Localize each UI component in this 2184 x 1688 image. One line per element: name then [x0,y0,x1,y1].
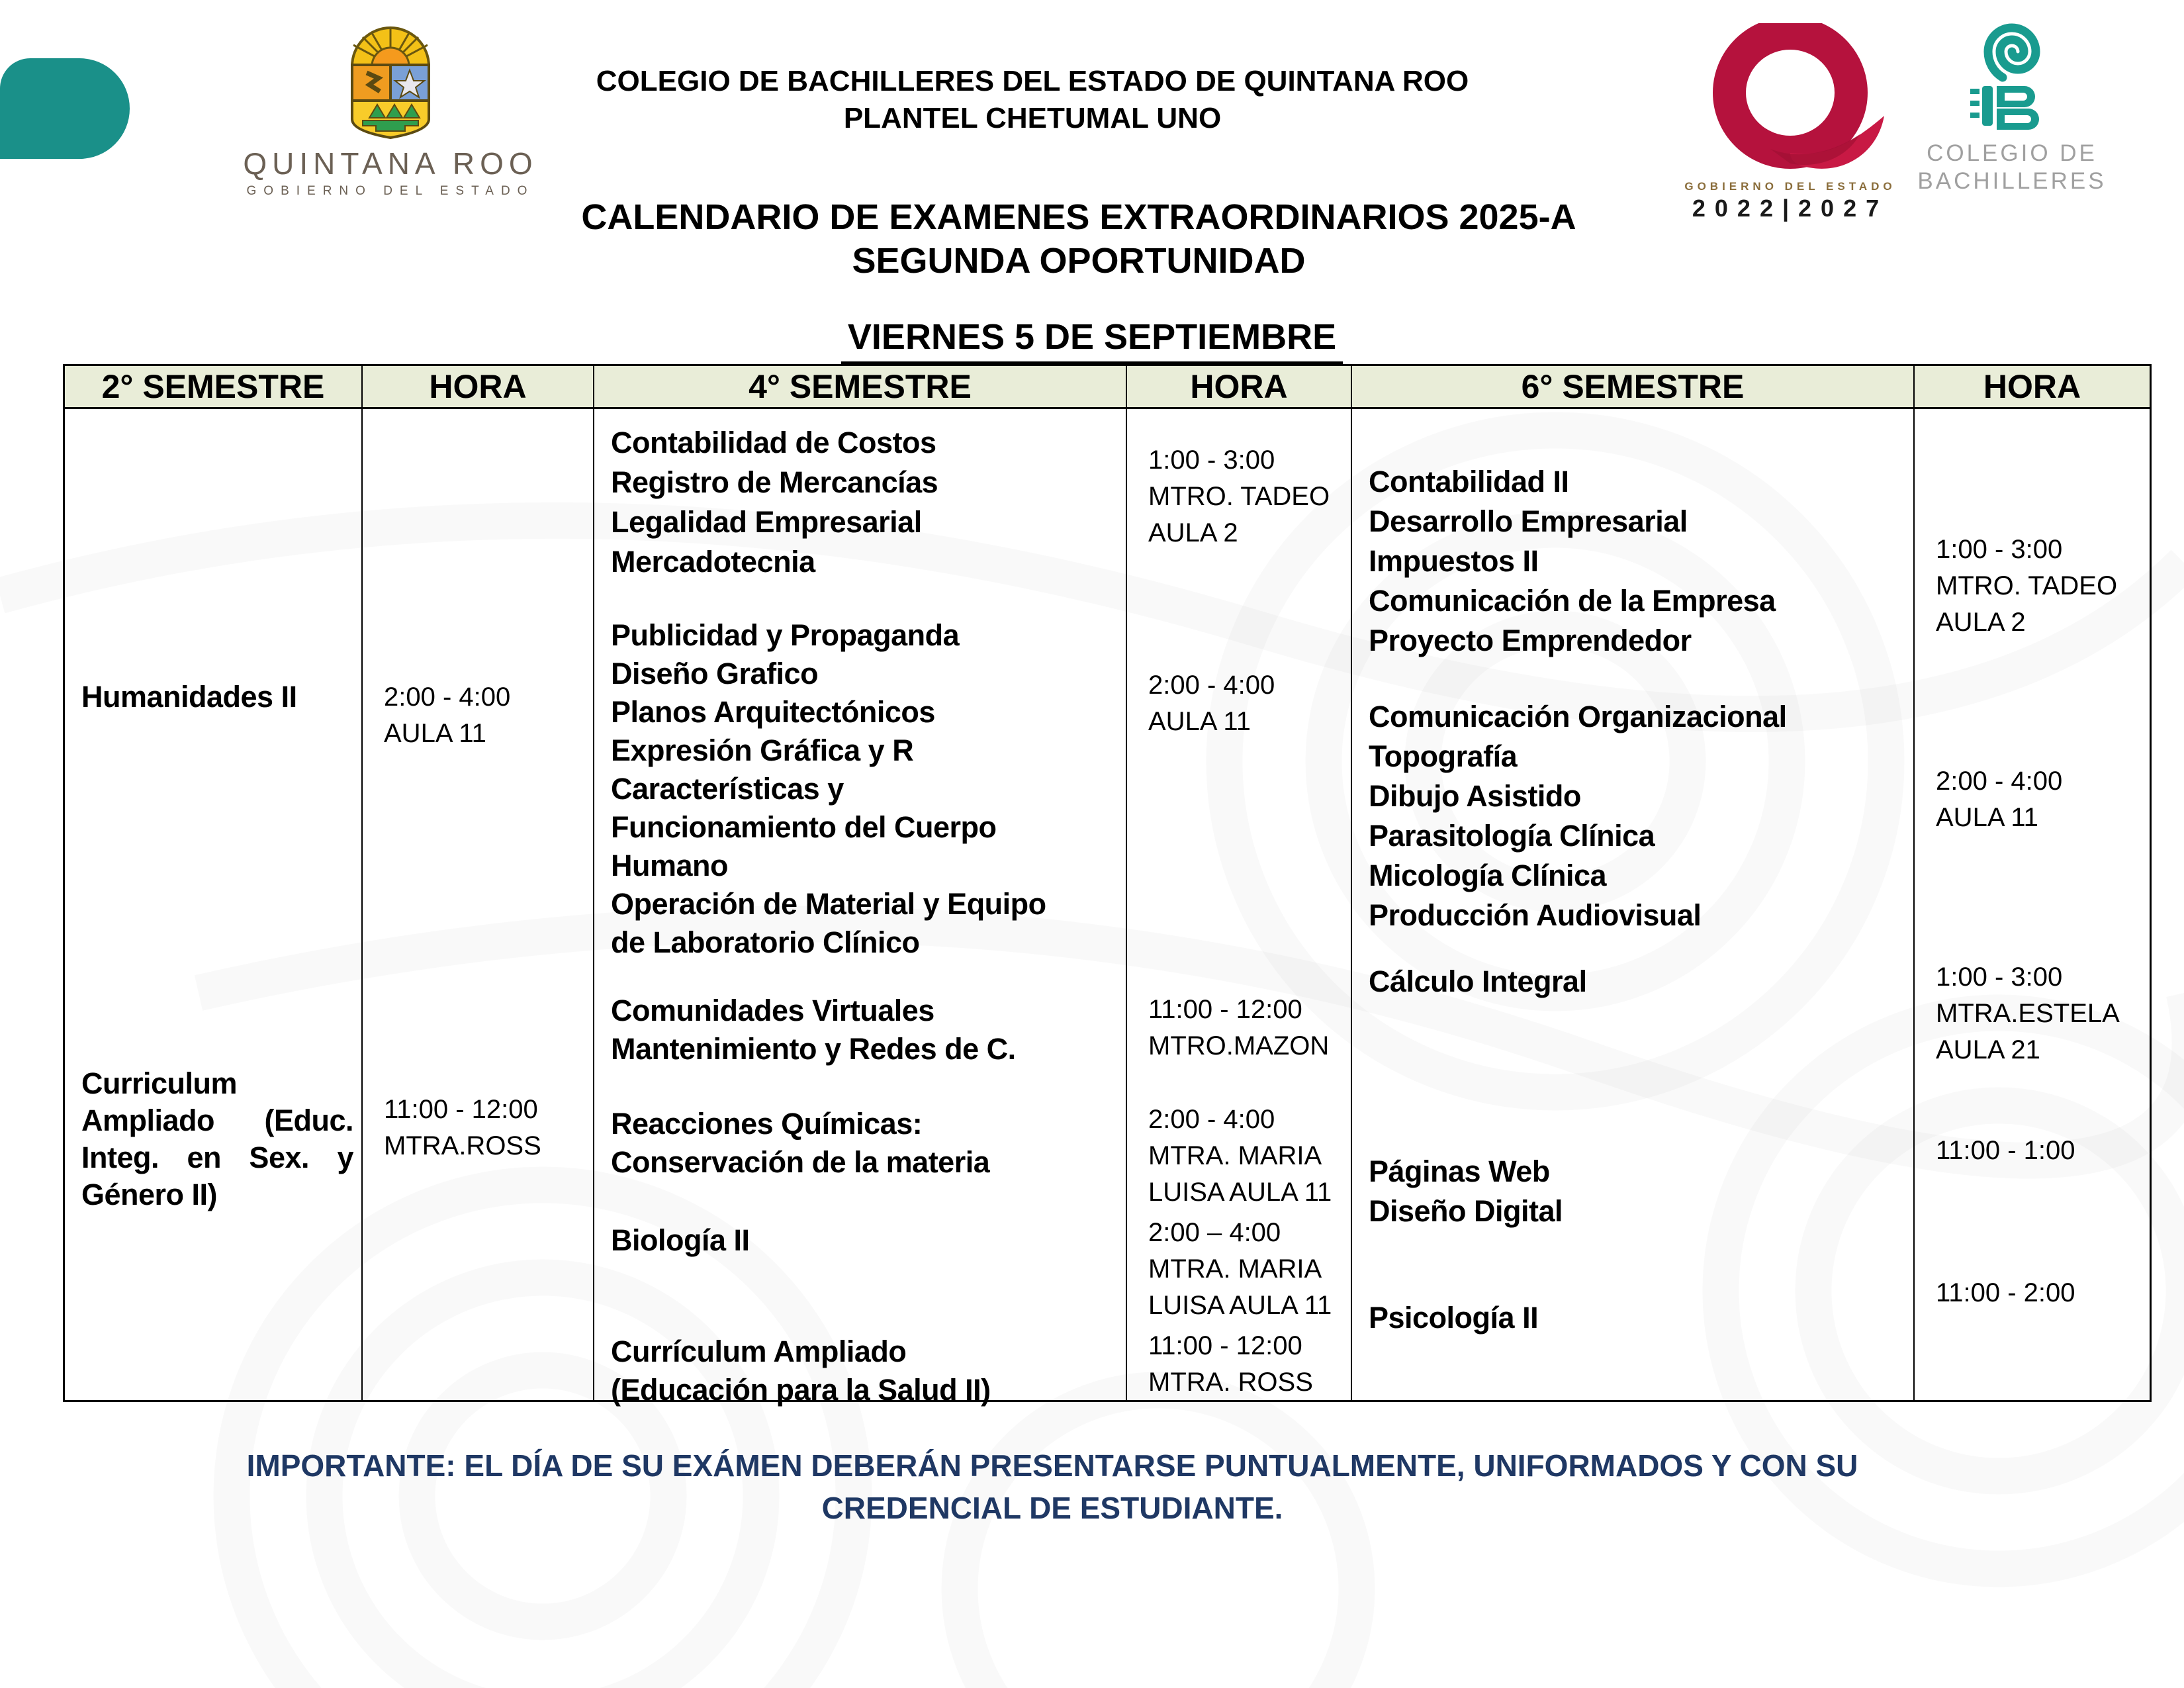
subject-group: Psicología II [1369,1301,1539,1335]
header-sem4: 4° SEMESTRE [594,366,1127,409]
subject-group: Comunidades Virtuales Mantenimiento y Redes de C. [611,994,1016,1066]
subject-group: Contabilidad II Desarrollo Empresarial Impuestos II Comunicación de la Empresa Proyecto Emprendedor [1369,465,1776,657]
q-emblem-icon [1691,23,1889,175]
hora-group: 2:00 – 4:00 MTRA. MARIA LUISA AULA 11 [1148,1218,1332,1320]
subject-group: Biología II [611,1223,750,1257]
subject-group: Publicidad y Propaganda Diseño Grafico Planos Arquitectónicos Expresión Gráfica y R Características y Funcionamiento del Cuerpo Humano Operación de Material y Equipo de Laboratorio Clínico [611,618,1046,959]
header-hora-1: HORA [363,366,594,409]
important-notice-line2: CREDENCIAL DE ESTUDIANTE. [821,1491,1283,1525]
column-sem4-horas [1127,409,1352,1400]
hora-group: 11:00 - 1:00 [1936,1136,2075,1165]
institution-line2: PLANTEL CHETUMAL UNO [843,102,1222,134]
subject-group: Páginas Web Diseño Digital [1369,1154,1563,1228]
subject-group: Cálculo Integral [1369,964,1587,998]
hora-group: 1:00 - 3:00 MTRO. TADEO AULA 2 [1936,535,2118,637]
hora-group: 11:00 - 12:00 MTRA.ROSS [384,1095,541,1160]
column-sem6-subjects [1352,409,1915,1400]
hora-group: 2:00 - 4:00 AULA 11 [1936,767,2063,832]
hora-group: 2:00 - 4:00 MTRA. MARIA LUISA AULA 11 [1148,1105,1332,1207]
column-sem2-horas [363,409,594,1400]
cobach-logo [1909,20,2115,195]
document-title [86,195,2071,283]
hora-group: 2:00 - 4:00 AULA 11 [384,682,511,748]
column-sem4-subjects [594,409,1127,1407]
q-logo-subtitle: GOBIERNO DEL ESTADO [1684,180,1896,193]
title-line1: CALENDARIO DE EXAMENES EXTRAORDINARIOS 2025-A [581,197,1576,237]
gobierno-q-logo [1684,23,1896,222]
subject-group: Currículum Ampliado (Educación para la Salud II) [611,1335,991,1407]
hora-group: 1:00 - 3:00 MTRO. TADEO AULA 2 [1148,445,1330,547]
header-hora-3: HORA [1915,366,2150,409]
cobach-spiral-icon [1936,20,2088,132]
header-sem6: 6° SEMESTRE [1352,366,1915,409]
subject-group: Reacciones Químicas: Conservación de la materia [611,1107,990,1179]
day-heading [0,316,2184,365]
q-logo-years: 2022|2027 [1692,195,1889,222]
header-sem2: 2° SEMESTRE [65,366,363,409]
subject-group: Curriculum Ampliado (Educ. Integ. en Sex. y Género II) [81,1066,353,1211]
cobach-text-line1: COLEGIO DE [1927,140,2097,166]
institution-line1: COLEGIO DE BACHILLERES DEL ESTADO DE QUINTANA ROO [596,65,1469,97]
subject-group: Humanidades II [81,680,297,714]
hora-group: 2:00 - 4:00 AULA 11 [1148,671,1275,736]
cobach-text-line2: BACHILLERES [1917,168,2107,194]
subject-group: Comunicación Organizacional Topografía Dibujo Asistido Parasitología Clínica Micología Clínica Producción Audiovisual [1369,700,1787,932]
hora-group: 11:00 - 12:00 MTRA. ROSS [1148,1331,1313,1397]
important-notice [126,1444,1979,1529]
title-line2: SEGUNDA OPORTUNIDAD [852,241,1306,281]
important-notice-line1: IMPORTANTE: EL DÍA DE SU EXÁMEN DEBERÁN PRESENTARSE PUNTUALMENTE, UNIFORMADOS Y CON SU [246,1448,1858,1483]
column-sem6-horas [1915,409,2150,1400]
hora-group: 1:00 - 3:00 MTRA.ESTELA AULA 21 [1936,962,2120,1064]
cobach-logo-text [1909,140,2115,195]
quintana-roo-logo-subtitle: GOBIERNO DEL ESTADO [246,184,535,198]
hora-group: 11:00 - 2:00 [1936,1278,2075,1307]
header-hora-2: HORA [1127,366,1352,409]
day-heading-text: VIERNES 5 DE SEPTIEMBRE [841,316,1343,365]
quintana-roo-logo-name: QUINTANA ROO [243,146,538,181]
subject-group: Contabilidad de Costos Registro de Mercancías Legalidad Empresarial Mercadotecnia [611,426,938,579]
hora-group: 11:00 - 12:00 MTRO.MAZON [1148,995,1330,1060]
exam-schedule-table [63,364,2152,1407]
column-sem2-subjects [65,409,363,1400]
